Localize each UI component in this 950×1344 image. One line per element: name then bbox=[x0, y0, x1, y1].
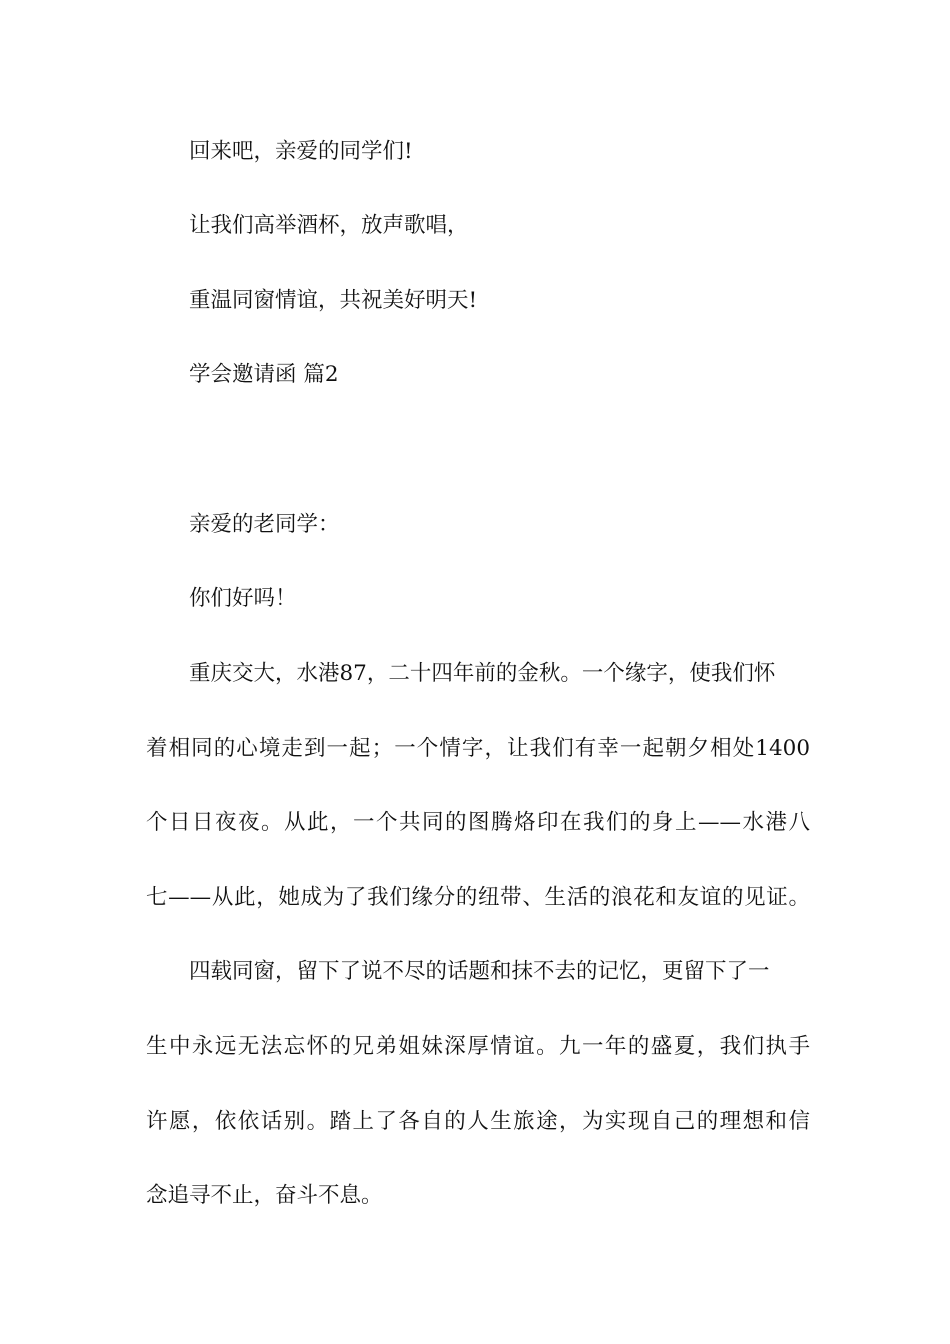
poem-line-1: 回来吧，亲爱的同学们! bbox=[189, 139, 413, 164]
paragraph-2-line-3: 许愿，依依话别。踏上了各自的人生旅途，为实现自己的理想和信 bbox=[146, 1109, 810, 1134]
paragraph-1-line-1: 重庆交大，水港87，二十四年前的金秋。一个缘字，使我们怀 bbox=[189, 661, 776, 686]
paragraph-1-line-2: 着相同的心境走到一起；一个情字，让我们有幸一起朝夕相处1400 bbox=[146, 736, 810, 761]
poem-line-3: 重温同窗情谊，共祝美好明天! bbox=[189, 288, 478, 313]
greeting: 你们好吗！ bbox=[189, 586, 297, 611]
paragraph-1-line-3: 个日日夜夜。从此，一个共同的图腾烙印在我们的身上——水港八 bbox=[146, 810, 810, 835]
poem-line-2: 让我们高举酒杯，放声歌唱， bbox=[189, 213, 469, 238]
paragraph-2-line-1: 四载同窗，留下了说不尽的话题和抹不去的记忆，更留下了一 bbox=[189, 959, 770, 984]
section-heading: 学会邀请函 篇2 bbox=[189, 362, 339, 387]
salutation: 亲爱的老同学： bbox=[189, 512, 340, 537]
paragraph-1-line-4: 七——从此，她成为了我们缘分的纽带、生活的浪花和友谊的见证。 bbox=[146, 885, 810, 910]
paragraph-2-line-2: 生中永远无法忘怀的兄弟姐妹深厚情谊。九一年的盛夏，我们执手 bbox=[146, 1034, 810, 1059]
paragraph-2-line-4: 念追寻不止，奋斗不息。 bbox=[146, 1183, 383, 1208]
